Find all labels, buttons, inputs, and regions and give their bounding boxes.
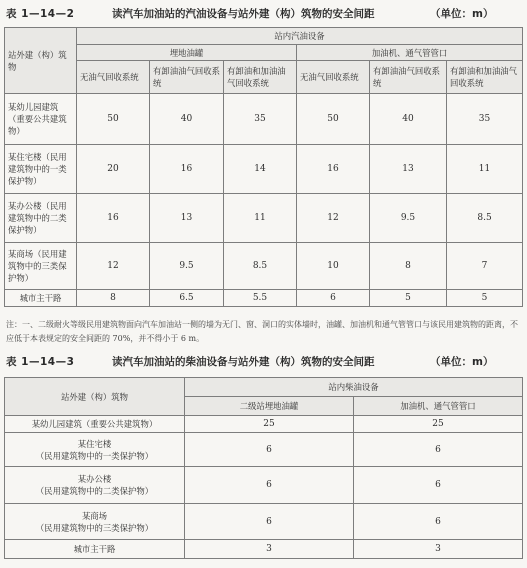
- column-header: 无油气回收系统: [77, 61, 150, 94]
- value-cell: 6: [185, 504, 354, 540]
- value-cell: 12: [77, 243, 150, 290]
- row-label-line1: 某住宅楼: [77, 438, 112, 449]
- row-label-line1: 某办公楼: [77, 474, 112, 484]
- column-header: 有卸油油气回收系统: [150, 61, 224, 94]
- value-cell: 40: [370, 94, 447, 145]
- table-row: [5, 433, 523, 467]
- diesel-distance-table: [4, 377, 523, 559]
- value-cell: 20: [77, 145, 150, 194]
- value-cell: 9.5: [150, 243, 224, 290]
- table1-title: 读汽车加油站的汽油设备与站外建（构）筑物的安全间距: [112, 8, 375, 20]
- value-cell: 13: [150, 194, 224, 243]
- value-cell: 8.5: [447, 194, 523, 243]
- value-cell: 16: [150, 145, 224, 194]
- value-cell: 14: [224, 145, 297, 194]
- value-cell: 7: [447, 243, 523, 290]
- row-label: [5, 467, 185, 504]
- table-row: [5, 94, 523, 145]
- group-header: 站内柴油设备: [185, 378, 523, 397]
- row-label: 某幼儿园建筑（重要公共建筑物）: [5, 416, 185, 433]
- value-cell: 3: [185, 540, 354, 559]
- group-header: 站内汽油设备: [77, 28, 523, 45]
- column-header: 有卸油油气回收系统: [370, 61, 447, 94]
- value-cell: 6: [185, 433, 354, 467]
- value-cell: 8.5: [224, 243, 297, 290]
- value-cell: 13: [370, 145, 447, 194]
- table1-number: 表 1—14—2: [6, 8, 75, 20]
- value-cell: 6: [354, 433, 523, 467]
- value-cell: 35: [224, 94, 297, 145]
- row-label: 某办公楼（民用建筑物中的二类保护物）: [5, 194, 77, 243]
- row-label-line2: （民用建筑物中的三类保护物）: [35, 522, 154, 533]
- row-label: 某住宅楼（民用建筑物中的一类保护物）: [5, 145, 77, 194]
- value-cell: 3: [354, 540, 523, 559]
- value-cell: 8: [370, 243, 447, 290]
- value-cell: 12: [297, 194, 370, 243]
- table2-caption: [0, 352, 527, 372]
- table2-number: 表 1—14—3: [6, 356, 75, 368]
- row-label-line2: （民用建筑物中的一类保护物）: [35, 450, 154, 461]
- value-cell: 6: [354, 504, 523, 540]
- table2-unit: （单位：m）: [430, 356, 494, 368]
- table-row: [5, 467, 523, 504]
- table1-caption: [0, 4, 527, 24]
- value-cell: 6: [297, 290, 370, 307]
- table-row: [5, 243, 523, 290]
- value-cell: 16: [297, 145, 370, 194]
- table1-unit: （单位：m）: [430, 8, 494, 20]
- column-header: 无油气回收系统: [297, 61, 370, 94]
- row-label: 城市主干路: [5, 290, 77, 307]
- column-header: 二级站埋地油罐: [185, 397, 354, 416]
- value-cell: 11: [224, 194, 297, 243]
- value-cell: 5: [447, 290, 523, 307]
- value-cell: 35: [447, 94, 523, 145]
- row-label: 城市主干路: [5, 540, 185, 559]
- row-header-cell: 站外建（构）筑物: [5, 28, 77, 94]
- subgroup-header-dispenser: 加油机、通气管管口: [297, 45, 523, 61]
- table-row: [5, 290, 523, 307]
- value-cell: 6: [354, 467, 523, 504]
- value-cell: 50: [77, 94, 150, 145]
- row-label: [5, 504, 185, 540]
- row-header-cell: 站外建（构）筑物: [5, 378, 185, 416]
- gasoline-distance-table: [4, 27, 523, 307]
- value-cell: 25: [354, 416, 523, 433]
- value-cell: 10: [297, 243, 370, 290]
- table1-note: 注：一、二级耐火等级民用建筑物面向汽车加油站一侧的墙为无门、窗、洞口的实体墙时，油罐、加油机和通气管管口与该民用建筑物的距离，不应低于本表规定的安全间距的 70%，并不得小于 6 m。: [6, 320, 518, 343]
- table-row: [5, 145, 523, 194]
- value-cell: 16: [77, 194, 150, 243]
- row-label-line2: （民用建筑物中的二类保护物）: [35, 486, 154, 496]
- row-label: [5, 433, 185, 467]
- value-cell: 50: [297, 94, 370, 145]
- value-cell: 5.5: [224, 290, 297, 307]
- column-header: 有卸油和加油油气回收系统: [224, 61, 297, 94]
- value-cell: 40: [150, 94, 224, 145]
- value-cell: 9.5: [370, 194, 447, 243]
- value-cell: 11: [447, 145, 523, 194]
- table-row: [5, 416, 523, 433]
- value-cell: 6.5: [150, 290, 224, 307]
- value-cell: 25: [185, 416, 354, 433]
- subgroup-header-tank: 埋地油罐: [77, 45, 297, 61]
- table-row: [5, 540, 523, 559]
- value-cell: 5: [370, 290, 447, 307]
- value-cell: 8: [77, 290, 150, 307]
- value-cell: 6: [185, 467, 354, 504]
- column-header: 加油机、通气管管口: [354, 397, 523, 416]
- row-label: 某幼儿园建筑（重要公共建筑物）: [5, 94, 77, 145]
- table-row: [5, 504, 523, 540]
- row-label-line1: 某商场: [81, 510, 108, 521]
- column-header: 有卸油和加油油气回收系统: [447, 61, 523, 94]
- table-row: [5, 194, 523, 243]
- table2-title: 读汽车加油站的柴油设备与站外建（构）筑物的安全间距: [112, 356, 375, 368]
- row-label: 某商场（民用建筑物中的三类保护物）: [5, 243, 77, 290]
